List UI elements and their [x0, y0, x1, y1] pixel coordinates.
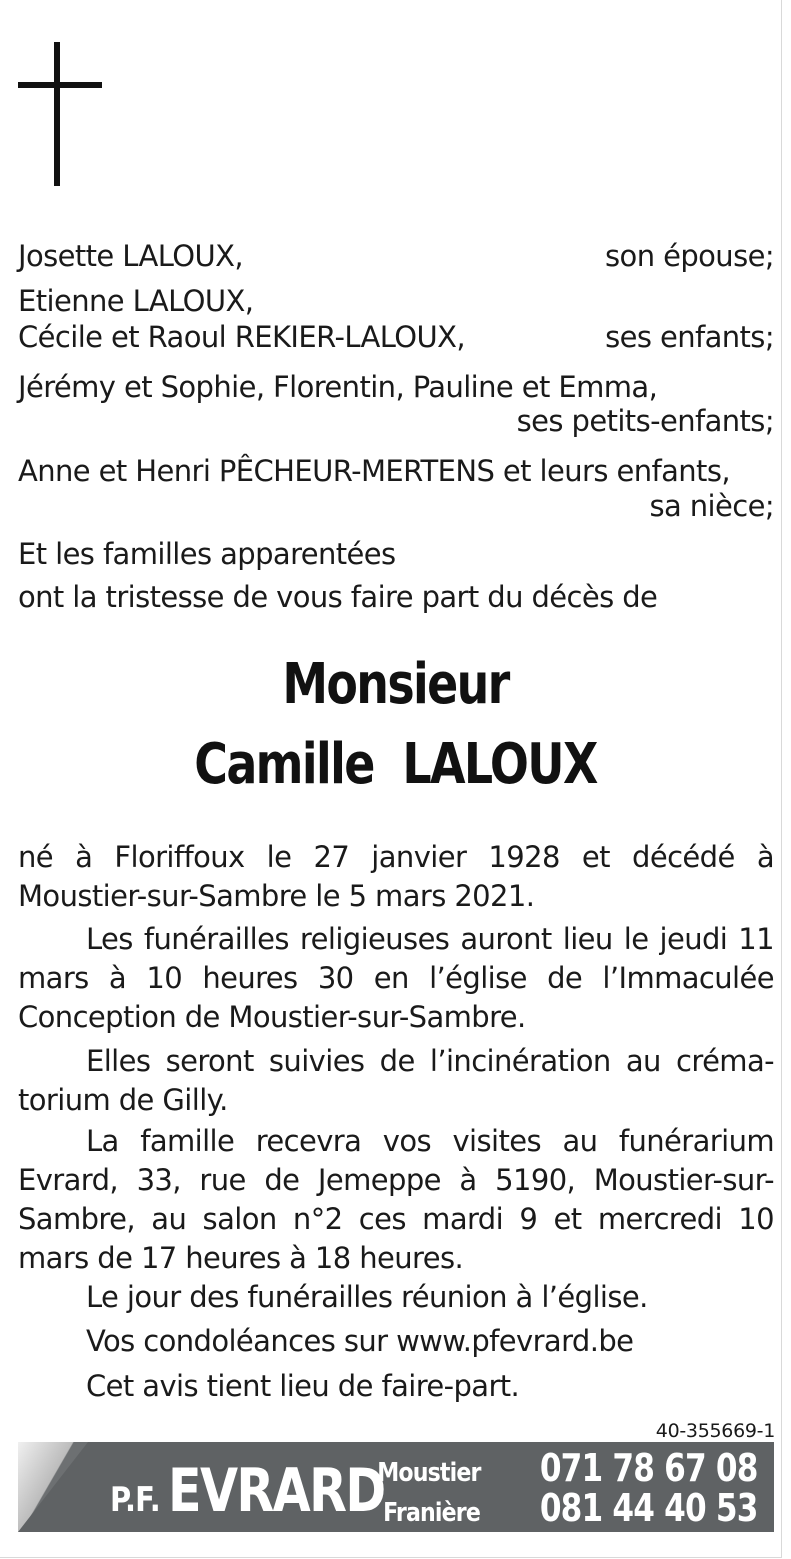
family-row-spouse [18, 237, 774, 275]
family-row-children [18, 318, 774, 356]
cremation-paragraph: Elles seront suivies de l’incinération au créma-torium de Gilly. [18, 1044, 774, 1117]
cross-icon [18, 42, 102, 186]
reference-number: 40-355669-1 [655, 1420, 775, 1442]
niece-relation: sa nièce; [649, 489, 774, 523]
phone-row [359, 1486, 758, 1530]
child-2-name: Cécile et Raoul REKIER-LALOUX, [18, 320, 466, 354]
phone-list [359, 1446, 758, 1530]
phone-row [359, 1446, 758, 1490]
phone-city: Franière [383, 1498, 481, 1528]
visits-paragraph: La famille recevra vos visites au funérarium Evrard, 33, rue de Jemeppe à 5190, Moustier-sur-Sambre, au salon n°2 ces mardi 9 et mercredi 10 mars de 17 heures à 18 heures. [18, 1124, 774, 1275]
niece-names: Anne et Henri PÊCHEUR-MERTENS et leurs enfants, [18, 454, 730, 488]
notice-line: Cet avis tient lieu de faire-part. [86, 1369, 520, 1403]
brand-prefix: P.F. [110, 1480, 160, 1520]
funeral-home-banner [18, 1442, 774, 1532]
brand-name: EVRARD [168, 1456, 385, 1526]
children-relation: ses enfants; [605, 320, 774, 354]
deceased-name: Camille LALOUX [194, 732, 597, 797]
deceased-title: Monsieur [282, 652, 509, 717]
birth-death-paragraph: né à Floriffoux le 27 janvier 1928 et décédé à Moustier-sur-Sambre le 5 mars 2021. [18, 840, 774, 913]
page-fold-icon [18, 1442, 88, 1532]
spouse-relation: son épouse; [605, 239, 774, 273]
child-1-name: Etienne LALOUX, [18, 284, 254, 318]
meeting-line: Le jour des funérailles réunion à l’église. [86, 1280, 648, 1314]
condolences-line: Vos condoléances sur www.pfevrard.be [86, 1324, 634, 1358]
family-row-child-1 [18, 282, 774, 320]
funeral-paragraph: Les funérailles religieuses auront lieu le jeudi 11 mars à 10 heures 30 en l’église de l’Immaculée Conception de Moustier-sur-Sambre. [18, 922, 774, 1034]
families-line: Et les familles apparentées [18, 537, 396, 571]
grandchildren-relation: ses petits-enfants; [516, 404, 774, 438]
phone-number: 071 78 67 08 [540, 1446, 758, 1490]
grandchildren-names: Jérémy et Sophie, Florentin, Pauline et Emma, [18, 370, 658, 404]
phone-city: Moustier [377, 1458, 481, 1488]
announcement-line: ont la tristesse de vous faire part du décès de [18, 580, 658, 614]
phone-number: 081 44 40 53 [540, 1486, 758, 1530]
spouse-name: Josette LALOUX, [18, 239, 243, 273]
